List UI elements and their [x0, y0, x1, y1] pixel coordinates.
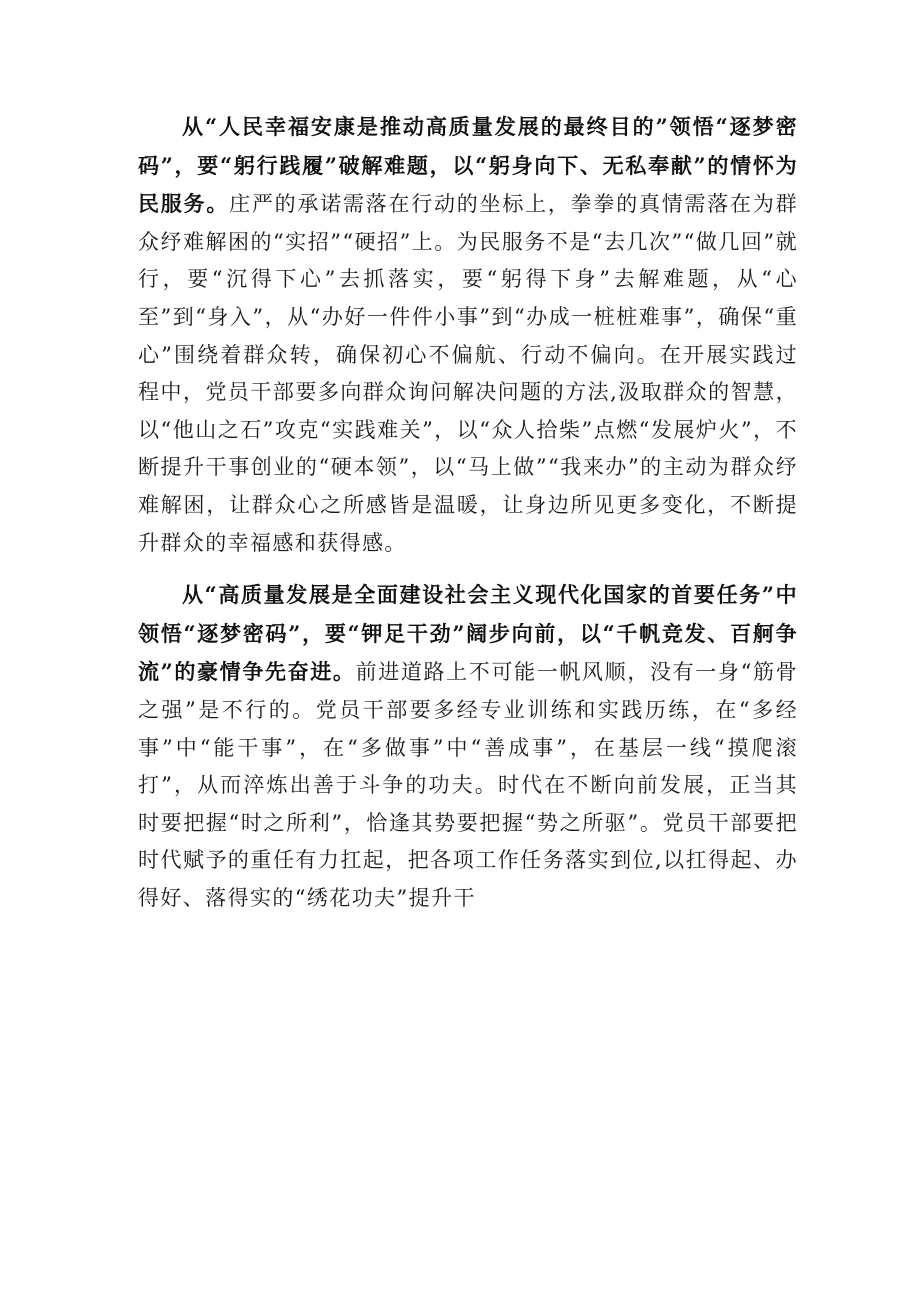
paragraph-2-lead: 从“高质量发展是全面建设社会主义现代化国家的首要任务”中领悟“逐梦密码”，要“钾足干劲”阔步向前，以“千帆竞发、百舸争流”的豪情争先奋进。 [138, 582, 798, 685]
paragraph-2-body: 前进道路上不可能一帆风顺，没有一身“筋骨之强”是不行的。党员干部要多经专业训练和实践历练，在“多经事”中“能干事”，在“多做事”中“善成事”，在基层一线“摸爬滚打”，从而淬炼出善于斗争的功夫。时代在不断向前发展，正当其时要把握“时之所利”，恰逢其势要把握“势之所驱”。党员干部要把时代赋予的重任有力扛起，把各项工作任务落实到位,以扛得起、办得好、落得实的“绣花功夫”提升干 [138, 660, 798, 910]
paragraph-2 [138, 576, 798, 917]
paragraph-1 [138, 108, 798, 562]
paragraph-1-lead: 从“人民幸福安康是推动高质量发展的最终目的”领悟“逐梦密码”，要“躬行践履”破解难题，以“躬身向下、无私奉献”的情怀为民服务。 [138, 114, 798, 217]
document-page [138, 108, 798, 931]
paragraph-1-body: 庄严的承诺需落在行动的坐标上，拳拳的真情需落在为群众纾难解困的“实招”“硬招”上。为民服务不是“去几次”“做几回”就行，要“沉得下心”去抓落实，要“躬得下身”去解难题，从“心至”到“身入”，从“办好一件件小事”到“办成一桩桩难事”，确保“重心”围绕着群众转，确保初心不偏航、行动不偏向。在开展实践过程中，党员干部要多向群众询问解决问题的方法,汲取群众的智慧，以“他山之石”攻克“实践难关”，以“众人拾柴”点燃“发展炉火”，不断提升干事创业的“硬本领”，以“马上做”“我来办”的主动为群众纾难解困，让群众心之所感皆是温暖，让身边所见更多变化，不断提升群众的幸福感和获得感。 [138, 192, 798, 555]
